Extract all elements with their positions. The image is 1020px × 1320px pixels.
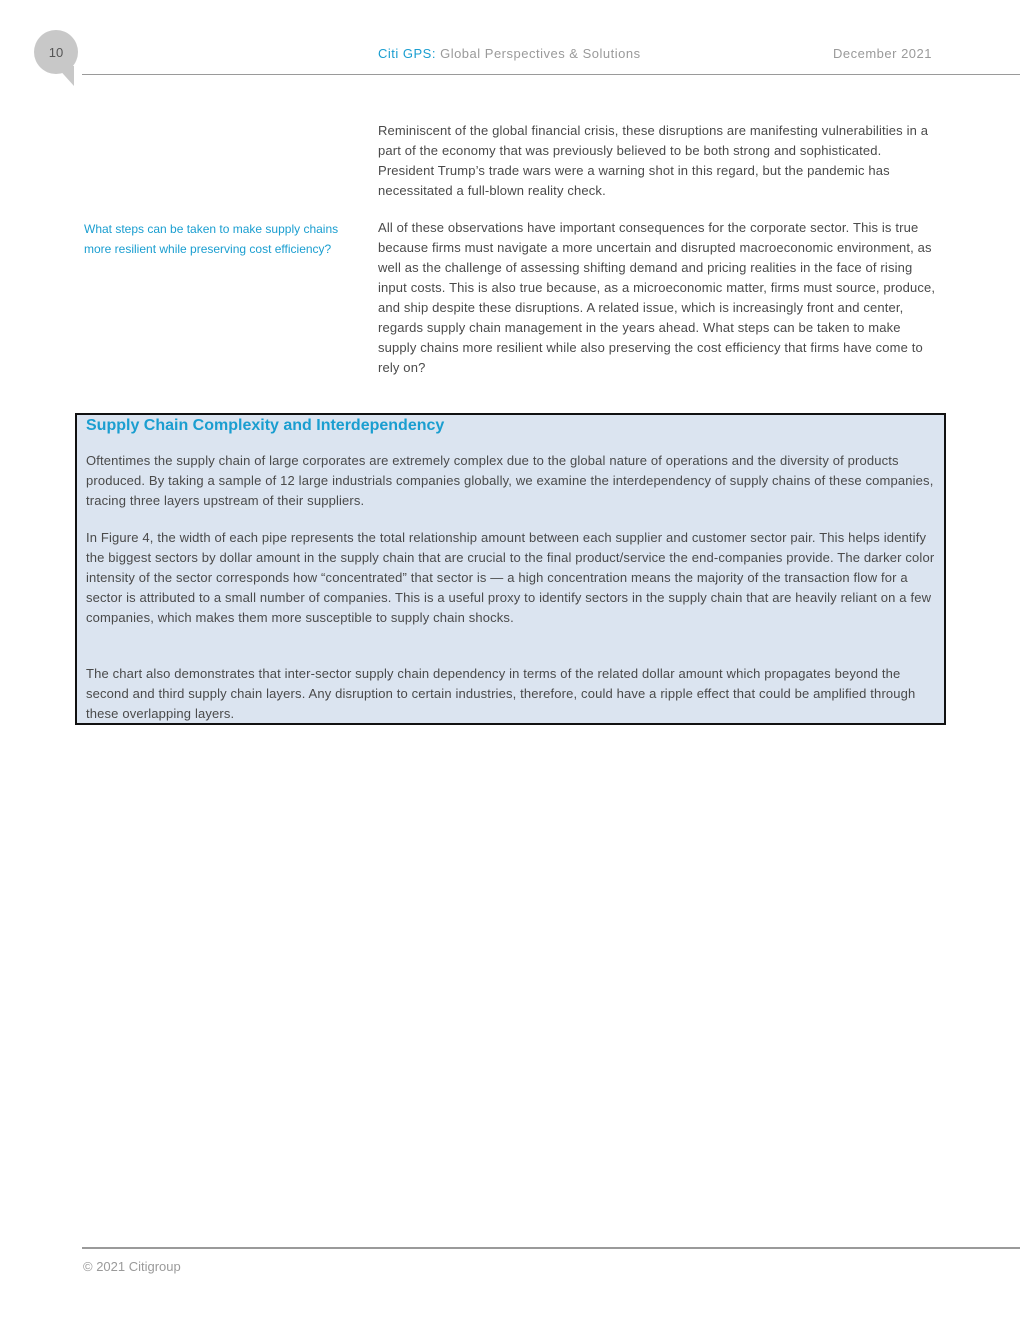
header-divider (82, 74, 1020, 75)
header-date: December 2021 (833, 46, 932, 61)
header-brand-strong: Citi GPS: (378, 46, 436, 61)
callout-paragraph: In Figure 4, the width of each pipe represents the total relationship amount between each supplier and customer sector pair. This helps identify the biggest sectors by dollar amount in the supply chain that are crucial to the final product/service the end-companies provide. The darker color intensity of the sector corresponds how “concentrated” that sector is — a high concentration means the majority of the transaction flow for a sector is attributed to a small number of companies. This is a useful proxy to identify sectors in the supply chain that are heavily reliant on a few companies, which makes them more susceptible to supply chain shocks. (86, 530, 935, 625)
callout-paragraph: The chart also demonstrates that inter-sector supply chain dependency in terms of the related dollar amount which propagates beyond the second and third supply chain layers. Any disruption to certain industries, therefore, could have a ripple effect that could be amplified through these overlapping layers. (86, 666, 916, 721)
header-brand-rest: Global Perspectives & Solutions (435, 46, 641, 61)
callout-paragraph: Oftentimes the supply chain of large corporates are extremely complex due to the global nature of operations and the diversity of products produced. By taking a sample of 12 large industrials companies globally, we examine the interdependency of supply chains of these companies, tracing three layers upstream of their suppliers. (86, 453, 934, 508)
page-badge-tail (56, 66, 74, 86)
callout-box (75, 413, 946, 725)
body-paragraph: Reminiscent of the global financial crisis, these disruptions are manifesting vulnerabilities in a part of the economy that was previously believed to be both strong and sophisticated. President Trump’s trade wars were a warning shot in this regard, but the pandemic has necessitated a full-blown reality check. (378, 123, 929, 198)
footer-copyright: © 2021 Citigroup (83, 1259, 181, 1274)
body-paragraph: All of these observations have important consequences for the corporate sector. This is true because firms must navigate a more uncertain and disrupted macroeconomic environment, as well as the challenge of assessing shifting demand and pricing realities in the face of rising input costs. This is also true because, as a microeconomic matter, firms must source, produce, and ship despite these disruptions. A related issue, which is increasingly front and center, regards supply chain management in the years ahead. What steps can be taken to make supply chains more resilient while also preserving the cost efficiency that firms have come to rely on? (378, 220, 936, 375)
header-brand (378, 46, 641, 61)
footer-divider (82, 1247, 1020, 1249)
page-number: 10 (48, 44, 64, 60)
sidebar-pull-quote: What steps can be taken to make supply chains more resilient while preserving cost efficiency? (84, 222, 339, 256)
callout-title: Supply Chain Complexity and Interdependency (86, 417, 445, 434)
